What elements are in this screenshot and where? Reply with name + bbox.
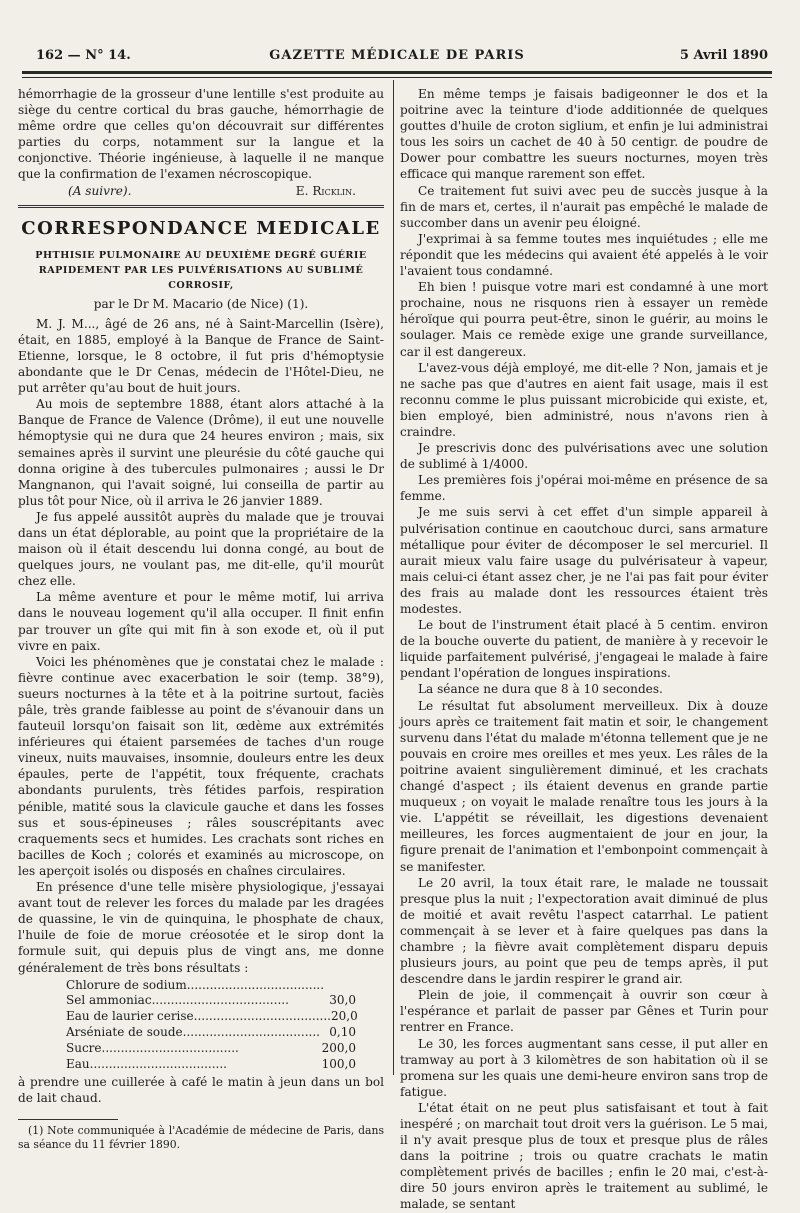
paragraph: Au mois de septembre 1888, étant alors attaché à la Banque de France de Valence (Drôme), il eut une nouvelle hémoptysie qui ne dura que 24 heures environ ; mais, six semaines après il survint une pleurésie du côté gauche qui donna origine à des tubercules pulmonaires ; aussi le Dr Mangnanon, qui l'avait soigné, lui conseilla de partir au plus tôt pour Nice, où il arriva le 26 janvier 1889. [18, 397, 384, 508]
ingredient-qty: 20,0 [331, 1009, 358, 1024]
paragraph: Je fus appelé aussitôt auprès du malade que je trouvai dans un état déplorable, au point que la propriétaire de la maison où il était descendu lui donna congé, au bout de quelques jours, ne voulant pas, me dit-elle, qu'il mourût chez elle. [18, 509, 384, 589]
ingredient-qty: 0,10 [329, 1024, 356, 1039]
ingredient-name: Arséniate de soude.................................... [66, 1024, 320, 1039]
footnote-rule [18, 1119, 118, 1120]
paragraph: La même aventure et pour le même motif, lui arriva dans le nouveau logement qu'il alla occuper. Il finit enfin par trouver un gîte qui mit fin à son exode et, où il put vivre en paix. [18, 590, 384, 653]
paragraph: Je prescrivis donc des pulvérisations avec une solution de sublimé à 1/4000. [400, 441, 768, 472]
prescription-row [66, 1057, 356, 1073]
journal-title: GAZETTE MÉDICALE DE PARIS [269, 48, 525, 63]
paragraph: J'exprimai à sa femme toutes mes inquiétudes ; elle me répondit que les médecins qui avaient été appelés à le voir l'avaient tous condamné. [400, 231, 768, 279]
article-subtitle: PHTHISIE PULMONAIRE AU DEUXIÈME DEGRÉ GUÉRIE RAPIDEMENT PAR LES PULVÉRISATIONS AU SUBLIMÉ CORROSIF, [35, 249, 367, 291]
paragraph: En présence d'une telle misère physiologique, j'essayai avant tout de relever les forces du malade par les dragées de quassine, le vin de quinquina, le phosphate de chaux, l'huile de foie de morue créosotée et le sirop dont la formule suit, qui depuis plus de vingt ans, me donne généralement de très bons résultats : [18, 880, 384, 975]
column-separator [393, 80, 394, 1075]
author-signature: E. Ricklin. [295, 183, 356, 198]
paragraph: Voici les phénomènes que je constatai chez le malade : fièvre continue avec exacerbation le soir (temp. 38°9), sueurs nocturnes à la tête et à la poitrine surtout, faciès pâle, très grande faiblesse au point de s'évanouir dans un fauteuil lorsqu'on faisait son lit, œdème aux extrémités inférieures qui étaient parsemées de taches d'un rouge vineux, nuits mauvaises, insomnie, douleurs entre les deux épaules, perte de l'appétit, toux fréquente, crachats abondants purulents, très fétides parfois, respiration pénible, matité sous la clavicule gauche et dans les fosses sus et sous-épineuses ; râles souscrépitants avec craquements secs et humides. Les crachats sont riches en bacilles de Koch ; colorés et examinés au microscope, on les aperçoit isolés ou disposés en chaînes circulaires. [18, 654, 384, 878]
ingredient-qty [324, 978, 356, 994]
paragraph: L'état était on ne peut plus satisfaisant et tout à fait inespéré ; on marchait tout droit vers la guérison. Le 5 mai, il n'y avait presque plus de toux et presque plus de râles dans la poitrine ; trois ou quatre crachats le matin complètement privés de bacilles ; enfin le 20 mai, c'est-à-dire 50 jours environ après le traitement au sublimé, le malade, se sentant [400, 1100, 768, 1212]
header-rule-thin [22, 77, 772, 78]
paragraph: L'avez-vous déjà employé, me dit-elle ? Non, jamais et je ne sache pas que d'autres en aient fait usage, mais il est reconnu comme le plus puissant microbicide qui existe, et, bien employé, bien administré, nous n'avons rien à craindre. [400, 360, 768, 439]
continued-paragraph: hémorrhagie de la grosseur d'une lentille s'est produite au siège du centre cortical du bras gauche, hémorrhagie de même ordre que celles qu'on découvrait sur différentes parties du corps, notamment sur la langue et la conjonctive. Théorie ingénieuse, à laquelle il ne manque que la confirmation de l'examen nécroscopique. [18, 87, 384, 182]
ingredient-qty: 100,0 [321, 1056, 356, 1071]
paragraph: Plein de joie, il commençait à ouvrir son cœur à l'espérance et parlait de passer par Gênes et Turin pour rentrer en France. [400, 988, 768, 1035]
ingredient-name: Sel ammoniac.................................... [66, 993, 289, 1008]
footnote: (1) Note communiquée à l'Académie de médecine de Paris, dans sa séance du 11 février 1890. [18, 1123, 384, 1151]
paragraph: Le 30, les forces augmentant sans cesse, il put aller en tramway au port à 3 kilomètres de son habitation où il se promena sur les quais une demi-heure environ sans trop de fatigue. [400, 1036, 768, 1099]
right-column [400, 86, 768, 1212]
header-rule [22, 71, 772, 74]
paragraph: Le 20 avril, la toux était rare, le malade ne toussait presque plus la nuit ; l'expectoration avait diminué de plus de moitié et avait revêtu l'aspect catarrhal. Le patient commençait à se lever et à faire quelques pas dans la chambre ; la fièvre avait complètement disparu depuis plusieurs jours, au point que peu de temps après, il put descendre dans le jardin respirer le grand air. [400, 875, 768, 987]
section-title: CORRESPONDANCE MEDICALE [21, 217, 381, 239]
article-author: par le Dr M. Macario (de Nice) (1). [93, 296, 309, 311]
ingredient-name: Chlorure de sodium.................................... [66, 977, 325, 992]
ingredient-name: Eau de laurier cerise.................................... [66, 1009, 331, 1024]
paragraph: En même temps je faisais badigeonner le dos et la poitrine avec la teinture d'iode additionnée de quelques gouttes d'huile de croton siglium, et enfin je lui administrai tous les soirs un cachet de 40 à 50 centigr. de poudre de Dower pour combattre les sueurs nocturnes, moyen très efficace qui manque rarement son effet. [400, 87, 768, 182]
paragraph: M. J. M..., âgé de 26 ans, né à Saint-Marcellin (Isère), était, en 1885, employé à la Banque de France de Saint-Etienne, lorsque, le 8 octobre, il fut pris d'hémoptysie abondante que le Dr Cenas, médecin de l'Hôtel-Dieu, ne put arrêter qu'au bout de huit jours. [18, 316, 384, 396]
paragraph: La séance ne dura que 8 à 10 secondes. [418, 682, 663, 697]
prescription-row [66, 993, 356, 1009]
article-signature-line [18, 183, 384, 199]
ingredient-name: Sucre.................................... [66, 1040, 239, 1055]
prescription-row [66, 1041, 356, 1057]
paragraph: Eh bien ! puisque votre mari est condamné à une mort prochaine, nous ne risquons rien à essayer un remède héroïque qui pourra peut-être, sinon le guérir, au moins le soulager. Mais ce remède exige une grande surveillance, car il est dangereux. [400, 280, 768, 359]
page-header [22, 46, 772, 68]
ingredient-name: Eau.................................... [66, 1056, 227, 1071]
paragraph: Le résultat fut absolument merveilleux. Dix à douze jours après ce traitement fait matin et soir, le changement survenu dans l'état du malade m'étonna tellement que je ne pouvais en croire mes oreilles et mes yeux. Les râles de la poitrine avaient singulièrement diminué, et les crachats changé d'aspect ; ils étaient devenus en grande partie muqueux ; on voyait le malade renaître tous les jours à la vie. L'appétit se réveillait, les digestions devenaient meilleures, les forces augmentaient de jour en jour, la figure prenait de l'animation et l'embonpoint commençait à se manifester. [400, 698, 768, 874]
prescription-row [66, 1009, 356, 1025]
paragraph: Les premières fois j'opérai moi-même en présence de sa femme. [400, 473, 768, 504]
prescription-row [66, 1025, 356, 1041]
paragraph: Je me suis servi à cet effet d'un simple appareil à pulvérisation continue en caoutchouc durci, sans armature métallique pour éviter de décomposer le sel mercuriel. Il aurait mieux valu faire usage du pulvérisateur à vapeur, mais celui-ci étant assez cher, je ne l'ai pas fait pour éviter des frais au malade dont les ressources étaient très modestes. [400, 505, 768, 616]
a-suivre-note: (A suivre). [68, 183, 132, 198]
issue-date: 5 Avril 1890 [679, 48, 768, 63]
left-column [18, 86, 384, 1151]
page-number: 162 — N° 14. [36, 48, 131, 63]
ingredient-qty: 30,0 [329, 993, 356, 1008]
prescription-list [66, 978, 356, 1073]
paragraph: Ce traitement fut suivi avec peu de succès jusque à la fin de mars et, certes, il n'aurait pas empêché le malade de succomber dans un avenir peu éloigné. [400, 183, 768, 230]
prescription-row [66, 978, 356, 994]
paragraph: à prendre une cuillerée à café le matin à jeun dans un bol de lait chaud. [18, 1075, 384, 1106]
section-divider [18, 205, 384, 208]
ingredient-qty: 200,0 [321, 1040, 356, 1055]
paragraph: Le bout de l'instrument était placé à 5 centim. environ de la bouche ouverte du patient, de manière à y recevoir le liquide parfaitement pulvérisé, j'engageai le malade à faire pendant l'opération de longues inspirations. [400, 618, 768, 681]
